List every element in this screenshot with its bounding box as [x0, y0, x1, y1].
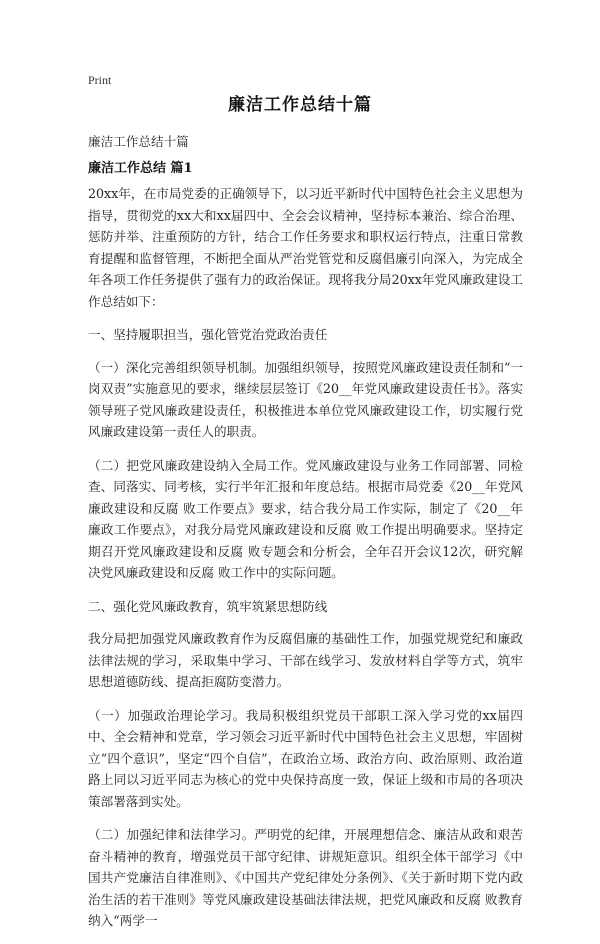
page-title: 廉洁工作总结十篇: [228, 95, 372, 115]
doc-subtitle: 廉洁工作总结十篇: [88, 134, 189, 149]
paragraph: 我分局把加强党风廉政教育作为反腐倡廉的基础性工作，加强党规党纪和廉政法律法规的学习，采取集中学习、干部在线学习、发放材料自学等方式，筑牢思想道德防线、提高拒腐防变潜力。: [88, 631, 523, 689]
heading-one: 一、坚持履职担当，强化管党治党政治责任: [88, 327, 328, 342]
section-heading: 廉洁工作总结 篇1: [88, 161, 193, 176]
paragraph: （一）深化完善组织领导机制。加强组织领导，按照党风廉政建设责任制和“一岗双责”实施意见的要求，继续层层签订《20__年党风廉政建设责任书》。落实领导班子党风廉政建设责任，积极推进本单位党风廉政建设工作，切实履行党风廉政建设第一责任人的职责。: [88, 359, 523, 439]
paragraph: （二）把党风廉政建设纳入全局工作。党风廉政建设与业务工作同部署、同检查、同落实、同考核，实行半年汇报和年度总结。根据市局党委《20__年党风廉政建设和反腐 败工作要点》要求，结合我分局工作实际，制定了《20__年廉政工作要点》，对我分局党风廉政建设和反腐 败工作提出明确要求。坚持定期召开党风廉政建设和反腐 败专题会和分析会，全年召开会议12次，研究解决党风廉政建设和反腐 败工作中的实际问题。: [88, 457, 523, 580]
paragraph: （二）加强纪律和法律学习。严明党的纪律，开展理想信念、廉洁从政和艰苦奋斗精神的教育，增强党员干部守纪律、讲规矩意识。组织全体干部学习《中国共产党廉洁自律准则》、《中国共产党纪律处分条例》、《关于新时期下党内政治生活的若干准则》等党风廉政建设基础法律法规，把党风廉政和反腐 败教育纳入“两学一: [88, 827, 523, 928]
document-body: [88, 183, 523, 944]
print-label[interactable]: Print: [88, 73, 112, 87]
paragraph-intro: 20xx年，在市局党委的正确领导下，以习近平新时代中国特色社会主义思想为指导，贯彻党的xx大和xx届四中、全会会议精神，坚持标本兼治、综合治理、惩防并举、注重预防的方针，结合工作任务要求和职权运行特点，注重日常教育提醒和监督管理，不断把全面从严治党管党和反腐倡廉引向深入，为完成全年各项工作任务提供了强有力的政治保证。现将我分局20xx年党风廉政建设工作总结如下：: [88, 186, 523, 309]
heading-two: 二、强化党风廉政教育，筑牢筑紧思想防线: [88, 598, 328, 614]
paragraph: （一）加强政治理论学习。我局积极组织党员干部职工深入学习党的xx届四中、全会精神和党章，学习领会习近平新时代中国特色社会主义思想，牢固树立“四个意识”，坚定“四个自信”，在政治立场、政治方向、政治原则、政治道路上同以习近平同志为核心的党中央保持高度一致，保证上级和市局的各项决策部署落到实处。: [88, 707, 523, 809]
